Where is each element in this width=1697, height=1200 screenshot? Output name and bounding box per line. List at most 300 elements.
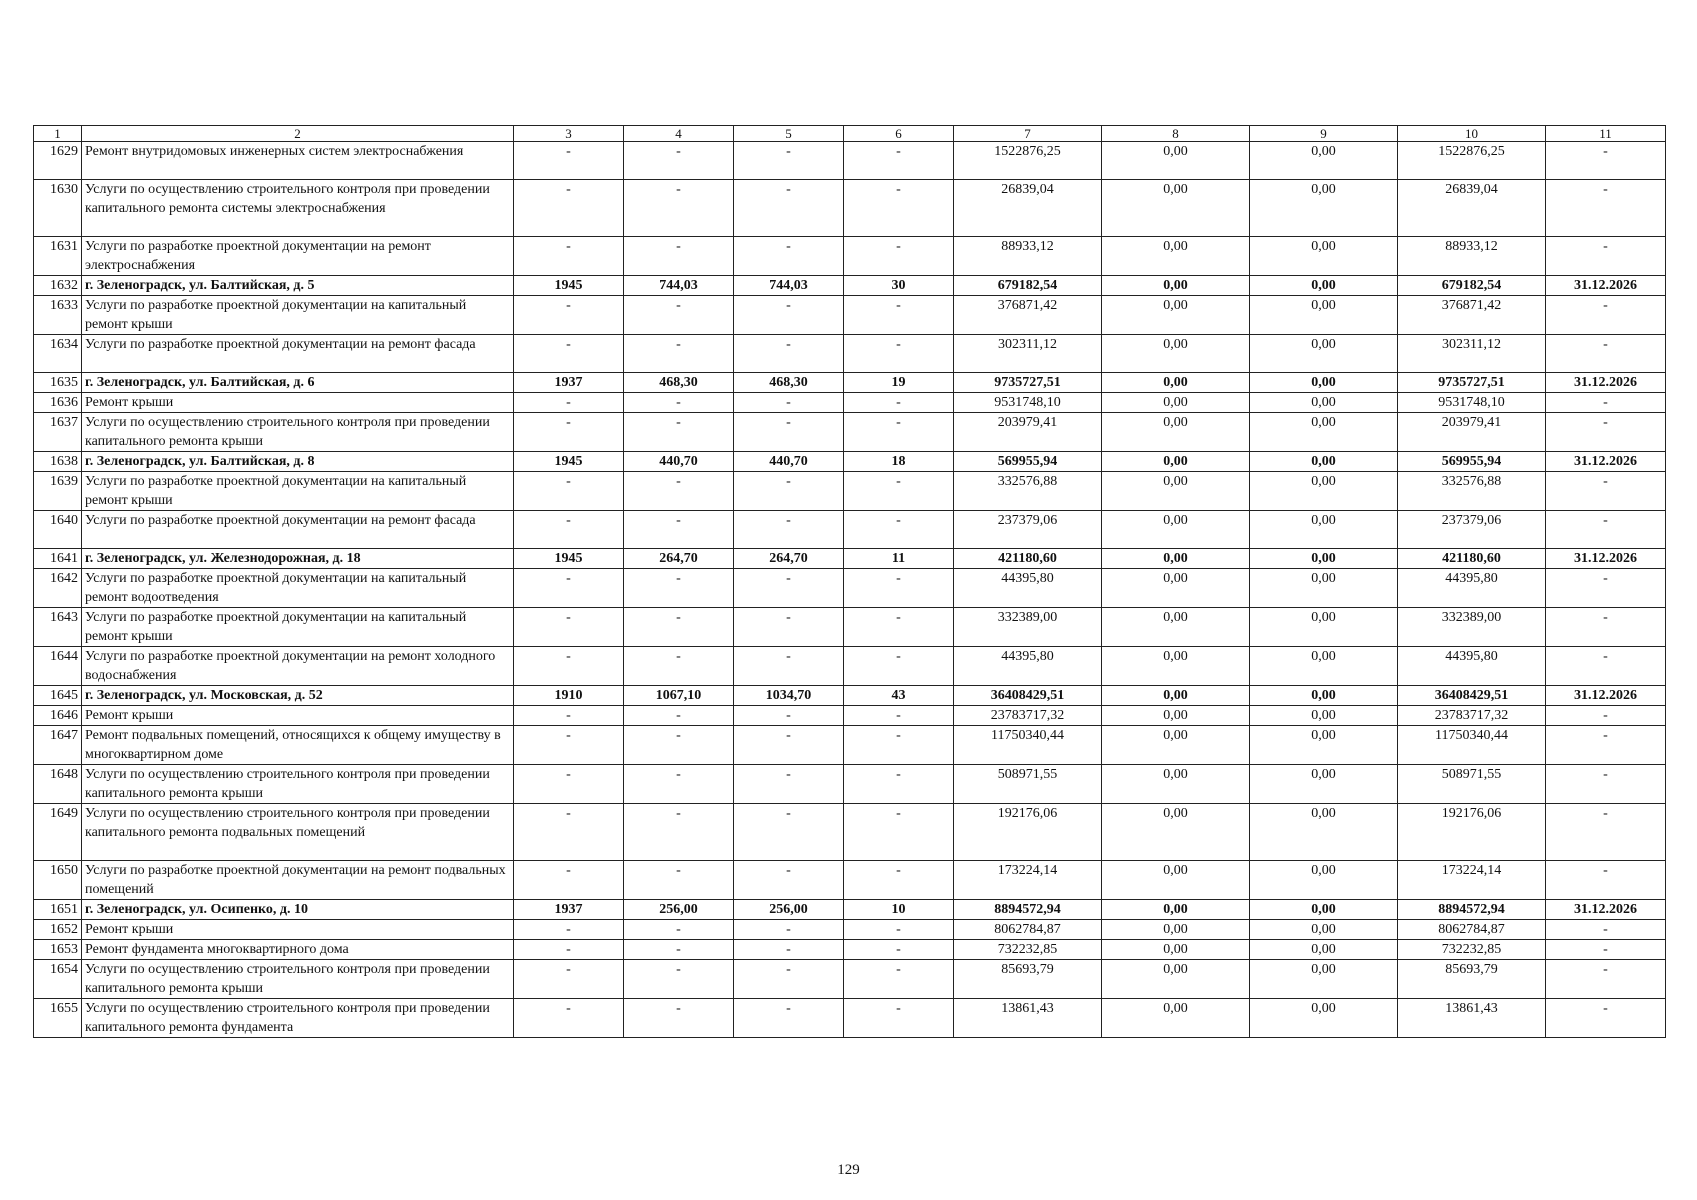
cell-row-number: 1645 [34, 686, 82, 706]
cell-total-cost: 732232,85 [954, 940, 1102, 960]
cell-cost-fund-9: 0,00 [1250, 861, 1398, 900]
cell-year-built: - [514, 511, 624, 549]
cell-total-area: - [624, 413, 734, 452]
cell-cost-fund-8: 0,00 [1102, 373, 1250, 393]
cell-cost-fund-8: 0,00 [1102, 686, 1250, 706]
cell-total-cost: 13861,43 [954, 999, 1102, 1038]
cell-year-built: - [514, 726, 624, 765]
cell-residents: - [844, 647, 954, 686]
cell-completion-date: - [1546, 335, 1666, 373]
address-row [34, 276, 1666, 296]
cell-residents: 10 [844, 900, 954, 920]
cell-completion-date: - [1546, 726, 1666, 765]
cell-residential-area: - [734, 861, 844, 900]
table-row [34, 393, 1666, 413]
cell-work-name: г. Зеленоградск, ул. Осипенко, д. 10 [82, 900, 514, 920]
table-row [34, 765, 1666, 804]
cell-residents: 11 [844, 549, 954, 569]
cell-row-number: 1630 [34, 180, 82, 237]
cell-cost-owners: 192176,06 [1398, 804, 1546, 861]
cell-cost-fund-9: 0,00 [1250, 393, 1398, 413]
cell-cost-fund-8: 0,00 [1102, 861, 1250, 900]
column-header-5: 5 [734, 126, 844, 142]
cell-work-name: Услуги по разработке проектной документации на ремонт фасада [82, 511, 514, 549]
cell-cost-owners: 732232,85 [1398, 940, 1546, 960]
cell-cost-owners: 44395,80 [1398, 647, 1546, 686]
cell-work-name: г. Зеленоградск, ул. Балтийская, д. 5 [82, 276, 514, 296]
table-row [34, 920, 1666, 940]
cell-residents: - [844, 960, 954, 999]
cell-total-cost: 302311,12 [954, 335, 1102, 373]
cell-work-name: Услуги по разработке проектной документации на капитальный ремонт крыши [82, 608, 514, 647]
cell-cost-owners: 332389,00 [1398, 608, 1546, 647]
cell-cost-owners: 13861,43 [1398, 999, 1546, 1038]
cell-cost-owners: 23783717,32 [1398, 706, 1546, 726]
cell-total-cost: 23783717,32 [954, 706, 1102, 726]
cell-cost-fund-8: 0,00 [1102, 180, 1250, 237]
cell-work-name: г. Зеленоградск, ул. Балтийская, д. 6 [82, 373, 514, 393]
cell-cost-fund-9: 0,00 [1250, 920, 1398, 940]
cell-total-cost: 192176,06 [954, 804, 1102, 861]
cell-year-built: - [514, 569, 624, 608]
cell-work-name: Услуги по осуществлению строительного контроля при проведении капитального ремонта крыши [82, 960, 514, 999]
cell-year-built: 1910 [514, 686, 624, 706]
cell-cost-fund-9: 0,00 [1250, 999, 1398, 1038]
cell-completion-date: - [1546, 569, 1666, 608]
cell-row-number: 1637 [34, 413, 82, 452]
cell-residential-area: - [734, 804, 844, 861]
cell-residents: - [844, 511, 954, 549]
cell-row-number: 1651 [34, 900, 82, 920]
column-header-7: 7 [954, 126, 1102, 142]
table-row [34, 237, 1666, 276]
cell-cost-owners: 421180,60 [1398, 549, 1546, 569]
cell-cost-fund-9: 0,00 [1250, 296, 1398, 335]
cell-residents: 30 [844, 276, 954, 296]
cell-completion-date: - [1546, 647, 1666, 686]
cell-total-area: - [624, 726, 734, 765]
cell-row-number: 1642 [34, 569, 82, 608]
cell-total-area: - [624, 960, 734, 999]
cell-row-number: 1640 [34, 511, 82, 549]
cell-cost-fund-8: 0,00 [1102, 920, 1250, 940]
cell-work-name: Услуги по разработке проектной документации на ремонт электроснабжения [82, 237, 514, 276]
cell-total-cost: 508971,55 [954, 765, 1102, 804]
cell-year-built: - [514, 335, 624, 373]
cell-work-name: Услуги по осуществлению строительного контроля при проведении капитального ремонта крыши [82, 413, 514, 452]
cell-work-name: Услуги по осуществлению строительного контроля при проведении капитального ремонта подвальных помещений [82, 804, 514, 861]
cell-work-name: Услуги по осуществлению строительного контроля при проведении капитального ремонта системы электроснабжения [82, 180, 514, 237]
cell-row-number: 1629 [34, 142, 82, 180]
cell-residents: - [844, 861, 954, 900]
cell-residential-area: - [734, 237, 844, 276]
cell-cost-owners: 679182,54 [1398, 276, 1546, 296]
cell-residents: - [844, 608, 954, 647]
cell-completion-date: - [1546, 940, 1666, 960]
cell-work-name: Ремонт внутридомовых инженерных систем электроснабжения [82, 142, 514, 180]
cell-work-name: Услуги по разработке проектной документации на ремонт холодного водоснабжения [82, 647, 514, 686]
cell-cost-fund-8: 0,00 [1102, 765, 1250, 804]
cell-total-cost: 173224,14 [954, 861, 1102, 900]
cell-residential-area: - [734, 472, 844, 511]
cell-cost-fund-9: 0,00 [1250, 549, 1398, 569]
cell-year-built: - [514, 861, 624, 900]
cell-cost-owners: 376871,42 [1398, 296, 1546, 335]
cell-total-area: - [624, 920, 734, 940]
cell-total-area: 744,03 [624, 276, 734, 296]
table-row [34, 706, 1666, 726]
cell-completion-date: - [1546, 804, 1666, 861]
cell-total-area: - [624, 296, 734, 335]
cell-cost-owners: 9531748,10 [1398, 393, 1546, 413]
cell-year-built: 1937 [514, 900, 624, 920]
cell-cost-owners: 9735727,51 [1398, 373, 1546, 393]
cell-cost-fund-9: 0,00 [1250, 452, 1398, 472]
cell-cost-fund-9: 0,00 [1250, 804, 1398, 861]
cell-year-built: 1945 [514, 276, 624, 296]
cell-row-number: 1655 [34, 999, 82, 1038]
cell-cost-fund-9: 0,00 [1250, 511, 1398, 549]
cell-total-area: 264,70 [624, 549, 734, 569]
cell-work-name: Услуги по осуществлению строительного контроля при проведении капитального ремонта фундамента [82, 999, 514, 1038]
cell-cost-owners: 36408429,51 [1398, 686, 1546, 706]
cell-work-name: Услуги по разработке проектной документации на капитальный ремонт крыши [82, 296, 514, 335]
table-row [34, 647, 1666, 686]
cell-total-area: - [624, 861, 734, 900]
cell-total-cost: 44395,80 [954, 569, 1102, 608]
register-table [33, 125, 1666, 1038]
cell-residential-area: - [734, 765, 844, 804]
table-row [34, 569, 1666, 608]
cell-residential-area: - [734, 413, 844, 452]
cell-cost-fund-9: 0,00 [1250, 706, 1398, 726]
cell-residential-area: - [734, 142, 844, 180]
cell-cost-fund-9: 0,00 [1250, 237, 1398, 276]
cell-completion-date: - [1546, 608, 1666, 647]
cell-cost-owners: 8062784,87 [1398, 920, 1546, 940]
cell-cost-fund-9: 0,00 [1250, 608, 1398, 647]
cell-year-built: - [514, 296, 624, 335]
cell-total-area: - [624, 804, 734, 861]
cell-completion-date: - [1546, 765, 1666, 804]
cell-cost-owners: 332576,88 [1398, 472, 1546, 511]
cell-work-name: г. Зеленоградск, ул. Московская, д. 52 [82, 686, 514, 706]
cell-work-name: Ремонт крыши [82, 920, 514, 940]
cell-cost-fund-8: 0,00 [1102, 472, 1250, 511]
column-header-9: 9 [1250, 126, 1398, 142]
cell-total-cost: 36408429,51 [954, 686, 1102, 706]
address-row [34, 549, 1666, 569]
cell-work-name: Услуги по разработке проектной документации на ремонт фасада [82, 335, 514, 373]
column-header-6: 6 [844, 126, 954, 142]
cell-residents: - [844, 393, 954, 413]
cell-row-number: 1632 [34, 276, 82, 296]
cell-row-number: 1641 [34, 549, 82, 569]
cell-total-area: 256,00 [624, 900, 734, 920]
cell-year-built: - [514, 647, 624, 686]
cell-cost-fund-8: 0,00 [1102, 413, 1250, 452]
table-row [34, 940, 1666, 960]
column-header-8: 8 [1102, 126, 1250, 142]
cell-cost-owners: 173224,14 [1398, 861, 1546, 900]
cell-completion-date: 31.12.2026 [1546, 276, 1666, 296]
cell-year-built: - [514, 706, 624, 726]
cell-cost-fund-8: 0,00 [1102, 511, 1250, 549]
cell-total-area: - [624, 511, 734, 549]
cell-row-number: 1634 [34, 335, 82, 373]
cell-total-area: - [624, 335, 734, 373]
cell-year-built: - [514, 237, 624, 276]
cell-residents: - [844, 999, 954, 1038]
cell-total-cost: 332389,00 [954, 608, 1102, 647]
cell-residents: - [844, 237, 954, 276]
cell-cost-fund-8: 0,00 [1102, 999, 1250, 1038]
cell-work-name: Услуги по осуществлению строительного контроля при проведении капитального ремонта крыши [82, 765, 514, 804]
cell-total-cost: 26839,04 [954, 180, 1102, 237]
cell-total-area: - [624, 608, 734, 647]
cell-cost-owners: 88933,12 [1398, 237, 1546, 276]
cell-total-area: - [624, 647, 734, 686]
cell-completion-date: - [1546, 511, 1666, 549]
cell-work-name: Ремонт крыши [82, 706, 514, 726]
cell-total-area: - [624, 765, 734, 804]
cell-residential-area: 256,00 [734, 900, 844, 920]
cell-completion-date: - [1546, 413, 1666, 452]
cell-year-built: - [514, 960, 624, 999]
cell-year-built: - [514, 472, 624, 511]
page-number: 129 [837, 1162, 860, 1178]
cell-residential-area: - [734, 511, 844, 549]
cell-cost-owners: 1522876,25 [1398, 142, 1546, 180]
cell-total-cost: 237379,06 [954, 511, 1102, 549]
cell-cost-fund-9: 0,00 [1250, 569, 1398, 608]
cell-total-area: - [624, 393, 734, 413]
cell-residents: - [844, 569, 954, 608]
cell-cost-fund-9: 0,00 [1250, 335, 1398, 373]
column-header-2: 2 [82, 126, 514, 142]
cell-cost-fund-8: 0,00 [1102, 335, 1250, 373]
cell-row-number: 1654 [34, 960, 82, 999]
cell-work-name: Ремонт фундамента многоквартирного дома [82, 940, 514, 960]
cell-cost-owners: 237379,06 [1398, 511, 1546, 549]
column-header-10: 10 [1398, 126, 1546, 142]
cell-completion-date: 31.12.2026 [1546, 900, 1666, 920]
cell-cost-fund-8: 0,00 [1102, 900, 1250, 920]
cell-cost-fund-8: 0,00 [1102, 960, 1250, 999]
cell-year-built: - [514, 765, 624, 804]
cell-residents: - [844, 706, 954, 726]
cell-total-cost: 8062784,87 [954, 920, 1102, 940]
cell-residents: - [844, 472, 954, 511]
cell-total-cost: 9531748,10 [954, 393, 1102, 413]
cell-year-built: - [514, 999, 624, 1038]
cell-cost-fund-9: 0,00 [1250, 373, 1398, 393]
cell-residents: - [844, 413, 954, 452]
cell-cost-owners: 44395,80 [1398, 569, 1546, 608]
cell-cost-fund-8: 0,00 [1102, 142, 1250, 180]
cell-residents: - [844, 180, 954, 237]
cell-residents: - [844, 804, 954, 861]
cell-cost-fund-8: 0,00 [1102, 940, 1250, 960]
cell-completion-date: - [1546, 920, 1666, 940]
cell-row-number: 1646 [34, 706, 82, 726]
cell-cost-owners: 8894572,94 [1398, 900, 1546, 920]
cell-total-area: 1067,10 [624, 686, 734, 706]
cell-completion-date: - [1546, 180, 1666, 237]
table-body [34, 126, 1666, 1038]
column-header-1: 1 [34, 126, 82, 142]
cell-cost-fund-8: 0,00 [1102, 804, 1250, 861]
cell-residents: - [844, 726, 954, 765]
cell-cost-fund-9: 0,00 [1250, 940, 1398, 960]
cell-residential-area: - [734, 706, 844, 726]
cell-row-number: 1633 [34, 296, 82, 335]
cell-row-number: 1639 [34, 472, 82, 511]
cell-cost-owners: 85693,79 [1398, 960, 1546, 999]
address-row [34, 452, 1666, 472]
cell-row-number: 1635 [34, 373, 82, 393]
cell-year-built: - [514, 142, 624, 180]
cell-total-cost: 9735727,51 [954, 373, 1102, 393]
table-row [34, 804, 1666, 861]
cell-completion-date: 31.12.2026 [1546, 452, 1666, 472]
cell-residential-area: - [734, 999, 844, 1038]
column-header-11: 11 [1546, 126, 1666, 142]
cell-completion-date: - [1546, 393, 1666, 413]
cell-completion-date: 31.12.2026 [1546, 686, 1666, 706]
cell-row-number: 1652 [34, 920, 82, 940]
cell-row-number: 1649 [34, 804, 82, 861]
cell-cost-fund-8: 0,00 [1102, 706, 1250, 726]
cell-residents: 43 [844, 686, 954, 706]
cell-cost-fund-8: 0,00 [1102, 452, 1250, 472]
cell-cost-owners: 302311,12 [1398, 335, 1546, 373]
column-header-4: 4 [624, 126, 734, 142]
cell-row-number: 1653 [34, 940, 82, 960]
cell-residents: 18 [844, 452, 954, 472]
cell-cost-fund-9: 0,00 [1250, 413, 1398, 452]
column-header-3: 3 [514, 126, 624, 142]
cell-total-cost: 569955,94 [954, 452, 1102, 472]
address-row [34, 686, 1666, 706]
cell-residential-area: - [734, 920, 844, 940]
cell-total-cost: 85693,79 [954, 960, 1102, 999]
cell-cost-owners: 11750340,44 [1398, 726, 1546, 765]
cell-total-cost: 1522876,25 [954, 142, 1102, 180]
cell-residents: - [844, 765, 954, 804]
cell-residents: - [844, 940, 954, 960]
cell-row-number: 1638 [34, 452, 82, 472]
cell-residential-area: 744,03 [734, 276, 844, 296]
cell-residents: - [844, 335, 954, 373]
cell-total-area: - [624, 999, 734, 1038]
cell-total-area: - [624, 472, 734, 511]
cell-row-number: 1647 [34, 726, 82, 765]
cell-work-name: г. Зеленоградск, ул. Балтийская, д. 8 [82, 452, 514, 472]
table-row [34, 608, 1666, 647]
table-row [34, 726, 1666, 765]
cell-total-area: - [624, 706, 734, 726]
cell-residential-area: - [734, 960, 844, 999]
cell-total-cost: 421180,60 [954, 549, 1102, 569]
cell-cost-owners: 569955,94 [1398, 452, 1546, 472]
cell-completion-date: - [1546, 472, 1666, 511]
table-row [34, 472, 1666, 511]
table-row [34, 999, 1666, 1038]
cell-residential-area: 264,70 [734, 549, 844, 569]
cell-year-built: - [514, 393, 624, 413]
cell-total-cost: 8894572,94 [954, 900, 1102, 920]
cell-year-built: - [514, 940, 624, 960]
cell-residential-area: 468,30 [734, 373, 844, 393]
cell-residential-area: - [734, 393, 844, 413]
cell-residential-area: - [734, 180, 844, 237]
table-row [34, 180, 1666, 237]
cell-cost-fund-9: 0,00 [1250, 686, 1398, 706]
cell-total-cost: 679182,54 [954, 276, 1102, 296]
cell-year-built: - [514, 804, 624, 861]
cell-work-name: Ремонт крыши [82, 393, 514, 413]
table-row [34, 861, 1666, 900]
cell-completion-date: - [1546, 706, 1666, 726]
cell-total-area: - [624, 237, 734, 276]
cell-total-area: - [624, 142, 734, 180]
cell-completion-date: - [1546, 142, 1666, 180]
cell-completion-date: - [1546, 960, 1666, 999]
cell-row-number: 1650 [34, 861, 82, 900]
cell-work-name: Ремонт подвальных помещений, относящихся к общему имуществу в многоквартирном доме [82, 726, 514, 765]
cell-completion-date: - [1546, 237, 1666, 276]
table-row [34, 511, 1666, 549]
cell-cost-fund-8: 0,00 [1102, 549, 1250, 569]
cell-residential-area: 440,70 [734, 452, 844, 472]
cell-cost-fund-8: 0,00 [1102, 647, 1250, 686]
cell-total-area: 440,70 [624, 452, 734, 472]
cell-total-cost: 332576,88 [954, 472, 1102, 511]
cell-completion-date: 31.12.2026 [1546, 549, 1666, 569]
cell-residential-area: - [734, 608, 844, 647]
cell-work-name: Услуги по разработке проектной документации на капитальный ремонт крыши [82, 472, 514, 511]
cell-completion-date: - [1546, 861, 1666, 900]
table-row [34, 142, 1666, 180]
cell-cost-fund-9: 0,00 [1250, 472, 1398, 511]
cell-total-area: - [624, 940, 734, 960]
cell-total-area: 468,30 [624, 373, 734, 393]
cell-cost-fund-9: 0,00 [1250, 142, 1398, 180]
cell-row-number: 1631 [34, 237, 82, 276]
cell-cost-fund-8: 0,00 [1102, 296, 1250, 335]
cell-residents: - [844, 920, 954, 940]
cell-residential-area: - [734, 569, 844, 608]
cell-cost-owners: 203979,41 [1398, 413, 1546, 452]
cell-cost-fund-8: 0,00 [1102, 569, 1250, 608]
cell-cost-fund-8: 0,00 [1102, 726, 1250, 765]
table-row [34, 960, 1666, 999]
cell-residential-area: - [734, 940, 844, 960]
cell-cost-fund-8: 0,00 [1102, 393, 1250, 413]
cell-residents: - [844, 296, 954, 335]
cell-cost-fund-9: 0,00 [1250, 726, 1398, 765]
cell-cost-fund-9: 0,00 [1250, 960, 1398, 999]
cell-year-built: - [514, 180, 624, 237]
table-row [34, 413, 1666, 452]
cell-year-built: - [514, 608, 624, 647]
cell-year-built: 1937 [514, 373, 624, 393]
cell-cost-fund-9: 0,00 [1250, 765, 1398, 804]
cell-total-cost: 44395,80 [954, 647, 1102, 686]
cell-residential-area: - [734, 335, 844, 373]
address-row [34, 373, 1666, 393]
